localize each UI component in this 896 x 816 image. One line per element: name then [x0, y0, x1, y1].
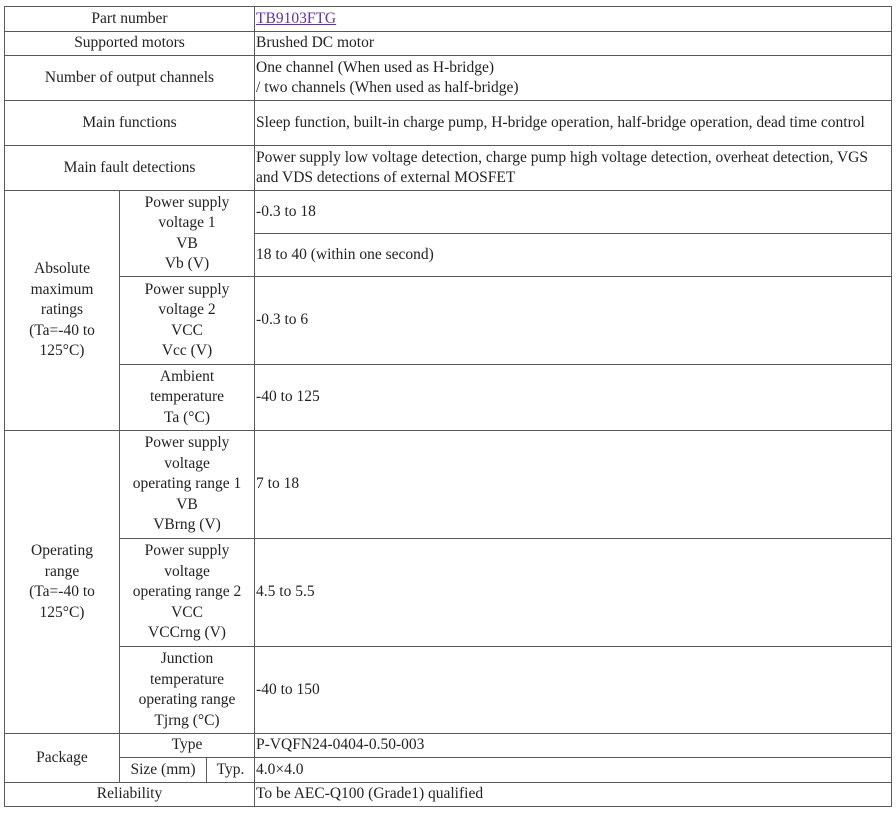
- package-size-label: Size (mm): [120, 758, 207, 783]
- spec-table: [4, 6, 892, 807]
- absolute-max-group-label: [5, 191, 120, 431]
- fault-detections-value: Power supply low voltage detection, charge pump high voltage detection, overheat detection, VGS and VDS detections of external MOSFET: [255, 146, 892, 191]
- reliability-value: To be AEC-Q100 (Grade1) qualified: [255, 783, 892, 807]
- operating-range-line-2: range: [44, 562, 80, 580]
- op-vb-line-1: Power supply: [144, 434, 230, 452]
- op-tj-line-2: temperature: [150, 670, 225, 688]
- abs-vb-value-2: 18 to 40 (within one second): [255, 234, 892, 277]
- operating-range-line-3: (Ta=-40 to: [29, 583, 95, 600]
- row-supported-motors: [5, 32, 892, 56]
- row-op-tj: [5, 647, 892, 734]
- fault-detections-label: Main fault detections: [5, 146, 255, 191]
- operating-range-line-1: Operating: [31, 542, 93, 559]
- row-op-vb: [5, 431, 892, 539]
- abs-vb-value-1: -0.3 to 18: [255, 191, 892, 234]
- part-number-cell: [255, 7, 892, 32]
- row-package-size: [5, 758, 892, 783]
- package-type-value: P-VQFN24-0404-0.50-003: [255, 734, 892, 758]
- row-part-number: [5, 7, 892, 32]
- op-tj-value: -40 to 150: [255, 647, 892, 734]
- part-number-label: Part number: [5, 7, 255, 32]
- abs-vb-line-4: Vb (V): [164, 255, 210, 272]
- op-vcc-param-label: [120, 539, 255, 647]
- absolute-max-line-4: (Ta=-40 to: [29, 321, 95, 339]
- op-vcc-line-4: VCC: [171, 603, 203, 621]
- op-vcc-line-5: VCCrng (V): [148, 624, 226, 642]
- row-main-functions: [5, 101, 892, 146]
- abs-vcc-line-4: Vcc (V): [161, 342, 213, 359]
- output-channels-label: Number of output channels: [5, 56, 255, 101]
- op-vb-line-5: VBrng (V): [153, 516, 221, 534]
- row-package-type: [5, 734, 892, 758]
- supported-motors-value: Brushed DC motor: [255, 32, 892, 56]
- abs-vb-line-3: VB: [176, 234, 198, 252]
- op-vcc-line-1: Power supply: [144, 542, 230, 560]
- part-number-link[interactable]: TB9103FTG: [256, 9, 337, 27]
- absolute-max-line-2: maximum: [30, 280, 94, 298]
- package-size-value: 4.0×4.0: [255, 758, 892, 783]
- row-abs-vcc: [5, 277, 892, 365]
- output-channels-value: [255, 56, 892, 101]
- op-vb-line-4: VB: [176, 495, 198, 513]
- absolute-max-line-1: Absolute: [34, 260, 90, 278]
- absolute-max-line-3: ratings: [40, 301, 84, 319]
- package-type-label: Type: [120, 734, 255, 758]
- abs-ta-param-label: [120, 365, 255, 431]
- output-channels-line-1: One channel (When used as H-bridge): [256, 58, 495, 76]
- op-tj-line-4: Tjrng (°C): [154, 711, 220, 729]
- row-fault-detections: [5, 146, 892, 191]
- row-abs-ta: [5, 365, 892, 431]
- package-size-sub-label: Typ.: [207, 758, 255, 783]
- op-vb-value: 7 to 18: [255, 431, 892, 539]
- row-output-channels: [5, 56, 892, 101]
- abs-ta-value: -40 to 125: [255, 365, 892, 431]
- abs-vb-line-1: Power supply: [144, 193, 230, 211]
- row-reliability: [5, 783, 892, 807]
- abs-vcc-value: -0.3 to 6: [255, 277, 892, 365]
- op-tj-line-3: operating range: [138, 691, 236, 708]
- abs-ta-line-3: Ta (°C): [164, 408, 211, 426]
- main-functions-label: Main functions: [5, 101, 255, 146]
- op-tj-line-1: Junction: [160, 650, 214, 667]
- absolute-max-line-5: 125°C): [39, 342, 85, 360]
- abs-vcc-line-2: voltage 2: [158, 301, 216, 318]
- op-vb-line-3: operating range 1: [132, 475, 242, 493]
- operating-range-group-label: [5, 431, 120, 734]
- abs-vcc-param-label: [120, 277, 255, 365]
- row-op-vcc: [5, 539, 892, 647]
- abs-vcc-line-3: VCC: [171, 321, 203, 339]
- op-vcc-line-2: voltage: [164, 562, 210, 580]
- abs-vcc-line-1: Power supply: [144, 280, 230, 298]
- reliability-label: Reliability: [5, 783, 255, 807]
- main-functions-value: Sleep function, built-in charge pump, H-bridge operation, half-bridge operation, dead time control: [255, 101, 892, 146]
- op-vb-param-label: [120, 431, 255, 539]
- op-tj-param-label: [120, 647, 255, 734]
- row-abs-vb-1: [5, 191, 892, 234]
- abs-ta-line-2: temperature: [150, 388, 225, 406]
- operating-range-line-4: 125°C): [39, 603, 85, 621]
- op-vcc-line-3: operating range 2: [132, 583, 242, 601]
- op-vcc-value: 4.5 to 5.5: [255, 539, 892, 647]
- package-label: Package: [5, 734, 120, 783]
- abs-vb-param-label: [120, 191, 255, 277]
- abs-ta-line-1: Ambient: [159, 367, 215, 385]
- supported-motors-label: Supported motors: [5, 32, 255, 56]
- abs-vb-line-2: voltage 1: [158, 214, 216, 231]
- output-channels-line-2: / two channels (When used as half-bridge): [256, 79, 519, 96]
- op-vb-line-2: voltage: [164, 454, 210, 472]
